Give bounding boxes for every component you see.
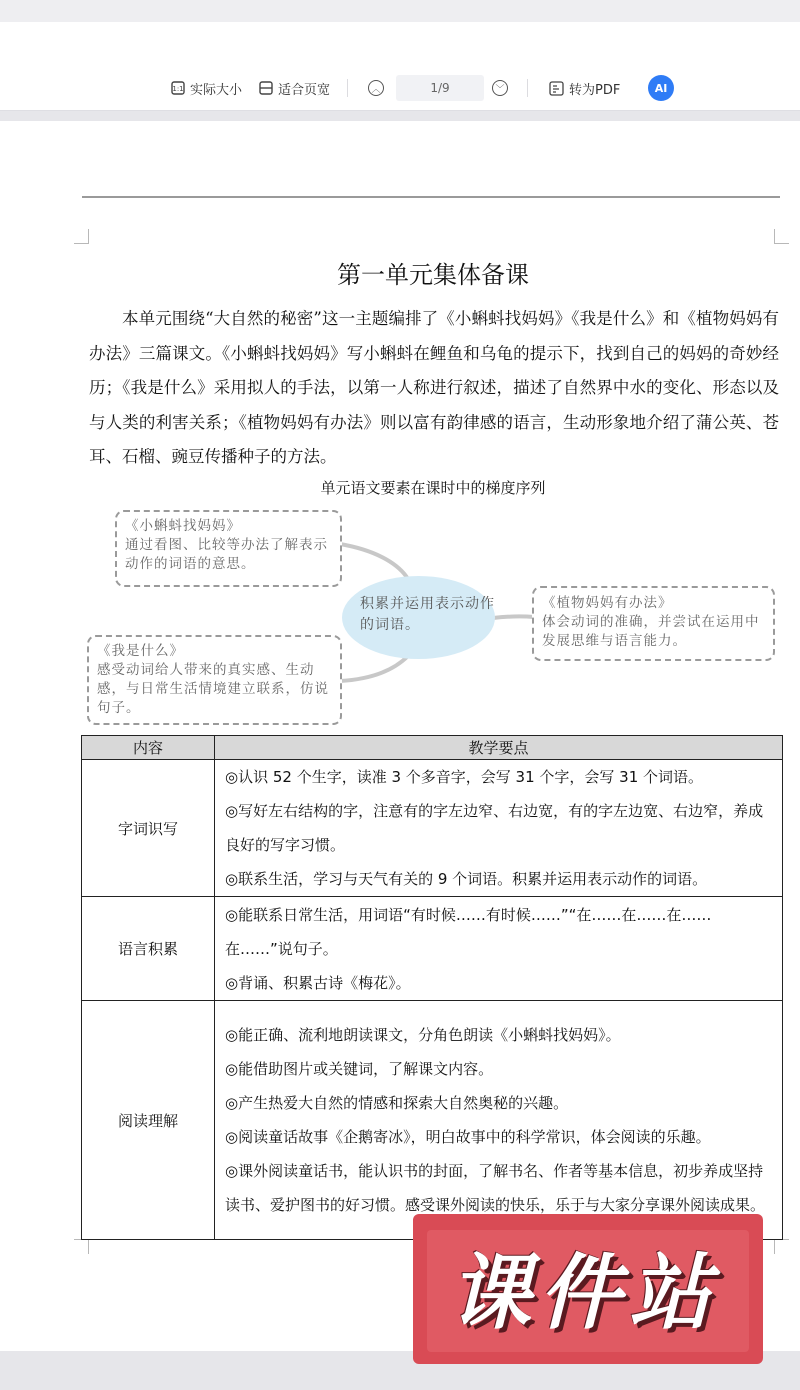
actual-size-button[interactable]	[171, 78, 242, 98]
teaching-point: ◎课外阅读童话书，能认识书的封面，了解书名、作者等基本信息，初步养成坚持读书、爱护图书的好习惯。感受课外阅读的快乐，乐于与大家分享课外阅读成果。	[225, 1162, 766, 1214]
row-category: 语言积累	[82, 897, 215, 1001]
teaching-point: ◎能联系日常生活，用词语“有时候……有时候……”“在……在……在……在……”说句子。	[225, 905, 712, 958]
to-pdf-button[interactable]	[549, 78, 620, 98]
teaching-point: ◎背诵、积累古诗《梅花》。	[225, 973, 411, 992]
node-title: 《植物妈妈有办法》	[542, 595, 673, 611]
fit-page-label: 适合页宽	[278, 82, 331, 98]
viewer-gap	[0, 111, 800, 121]
fit-page-button[interactable]	[259, 78, 330, 98]
mindmap-center: 积累并运用表示动作的词语。	[342, 576, 495, 659]
row-points	[215, 897, 783, 1001]
header-teaching-points: 教学要点	[215, 736, 783, 760]
chevron-down-icon: ﹀	[495, 84, 505, 95]
next-page-button[interactable]	[492, 80, 508, 96]
page-title: 第一单元集体备课	[337, 261, 529, 289]
row-category: 字词识写	[82, 760, 215, 897]
tab-bar	[0, 22, 800, 67]
mindmap-node-plant-mother	[532, 586, 775, 661]
watermark-text: 课件站	[449, 1246, 719, 1341]
table-row	[82, 760, 783, 897]
row-points	[215, 760, 783, 897]
node-title: 《小蝌蚪找妈妈》	[125, 518, 241, 534]
mindmap-node-what-am-i	[87, 635, 342, 725]
node-text: 感受动词给人带来的真实感、生动感，与日常生活情境建立联系，仿说句子。	[97, 662, 329, 716]
page-indicator-input[interactable]: 1/9	[396, 75, 484, 101]
teaching-point: ◎认识 52 个生字，读准 3 个多音字，会写 31 个字，会写 31 个词语。	[225, 768, 704, 786]
table-row	[82, 1001, 783, 1240]
teaching-plan-table	[81, 735, 783, 1240]
teaching-point: ◎联系生活，学习与天气有关的 9 个词语。积累并运用表示动作的词语。	[225, 870, 708, 888]
row-category: 阅读理解	[82, 1001, 215, 1240]
document-page	[0, 121, 800, 1351]
toolbar-divider	[527, 79, 528, 97]
node-title: 《我是什么》	[97, 643, 184, 659]
table-row	[82, 897, 783, 1001]
actual-size-icon	[171, 81, 185, 95]
teaching-point: ◎能正确、流利地朗读课文，分角色朗读《小蝌蚪找妈妈》。	[225, 1026, 621, 1044]
table-header-row	[82, 736, 783, 760]
intro-paragraph: 本单元围绕“大自然的秘密”这一主题编排了《小蝌蚪找妈妈》《我是什么》和《植物妈妈有办法》三篇课文。《小蝌蚪找妈妈》写小蝌蚪在鲤鱼和乌龟的提示下，找到自己的妈妈的奇妙经历；《我是什么》采用拟人的手法，以第一人称进行叙述，描述了自然界中水的变化、形态以及与人类的利害关系；《植物妈妈有办法》则以富有韵律感的语言，生动形象地介绍了蒲公英、苍耳、石榴、豌豆传播种子的方法。	[89, 309, 779, 466]
to-pdf-label: 转为PDF	[569, 82, 621, 98]
chevron-up-icon: ︿	[371, 84, 381, 95]
prev-page-button[interactable]	[368, 80, 384, 96]
diagram-title: 单元语文要素在课时中的梯度序列	[320, 479, 546, 497]
node-text: 体会动词的准确，并尝试在运用中发展思维与语言能力。	[542, 614, 760, 649]
crop-mark	[74, 1239, 89, 1254]
teaching-point: ◎能借助图片或关键词，了解课文内容。	[225, 1060, 494, 1078]
window-top-strip	[0, 0, 800, 22]
header-content: 内容	[82, 736, 215, 760]
svg-text:1:1: 1:1	[172, 85, 184, 93]
mindmap-node-tadpole	[115, 510, 342, 587]
watermark-stamp	[401, 1208, 767, 1368]
crop-mark	[774, 1239, 789, 1254]
actual-size-label: 实际大小	[190, 82, 243, 98]
teaching-point: ◎阅读童话故事《企鹅寄冰》，明白故事中的科学常识，体会阅读的乐趣。	[225, 1128, 711, 1146]
teaching-point: ◎写好左右结构的字，注意有的字左边窄、右边宽，有的字左边宽、右边窄，养成良好的写字习惯。	[225, 802, 764, 854]
ai-icon: AI	[654, 81, 668, 95]
toolbar-divider	[347, 79, 348, 97]
teaching-point: ◎产生热爱大自然的情感和探索大自然奥秘的兴趣。	[225, 1094, 569, 1112]
ai-assistant-button[interactable]	[648, 75, 674, 101]
pdf-convert-icon	[549, 81, 564, 96]
node-text: 通过看图、比较等办法了解表示动作的词语的意思。	[125, 537, 328, 572]
fit-page-icon	[259, 81, 273, 95]
row-points	[215, 1001, 783, 1240]
